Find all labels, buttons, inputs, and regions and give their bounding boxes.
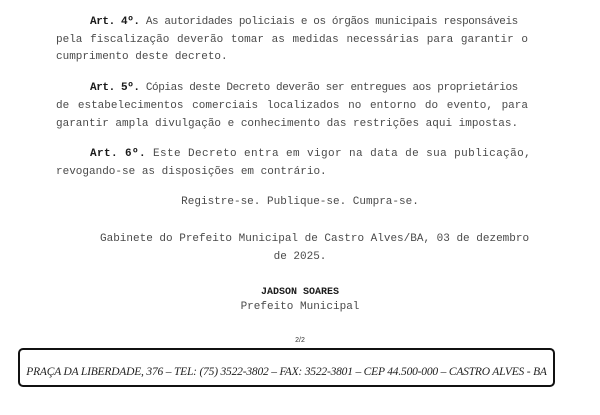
article-label: Art. 6º. [90,148,147,160]
closing-formula: Registre-se. Publique-se. Cumpra-se. [181,196,419,208]
article-line: garantir ampla divulgação e conhecimento das restrições aqui impostas. [56,118,519,130]
article-label: Art. 4º. [90,16,140,28]
article-text: Este Decreto entra em vigor na data de sua publicação, [153,148,532,160]
signature-title: Prefeito Municipal [240,301,360,313]
footer-box [18,348,555,387]
page-number: 2/2 [295,337,305,344]
article-line: revogando-se as disposições em contrário. [56,166,327,178]
place-date: Gabinete do Prefeito Municipal de Castro Alves/BA, 03 de dezembro [100,233,530,245]
footer-address: PRAÇA DA LIBERDADE, 376 – TEL: (75) 3522-3802 – FAX: 3522-3801 – CEP 44.500-000 – CASTRO ALVES - BA [26,366,547,378]
article-label: Art. 5º. [90,82,140,94]
article-line: de estabelecimentos comerciais localizados no entorno do evento, para [56,100,528,112]
place-date-cont: de 2025. [273,251,327,263]
article-line: cumprimento deste decreto. [56,51,228,63]
article-line [90,81,518,95]
article-line [90,147,531,161]
article-line: pela fiscalização deverão tomar as medidas necessárias para garantir o [56,34,528,46]
article-text: Cópias deste Decreto deverão ser entregues aos proprietários [145,82,518,94]
signature-name: JADSON SOARES [260,287,339,298]
article-text: As autoridades policiais e os órgãos municipais responsáveis [145,16,518,28]
article-line [90,15,518,29]
